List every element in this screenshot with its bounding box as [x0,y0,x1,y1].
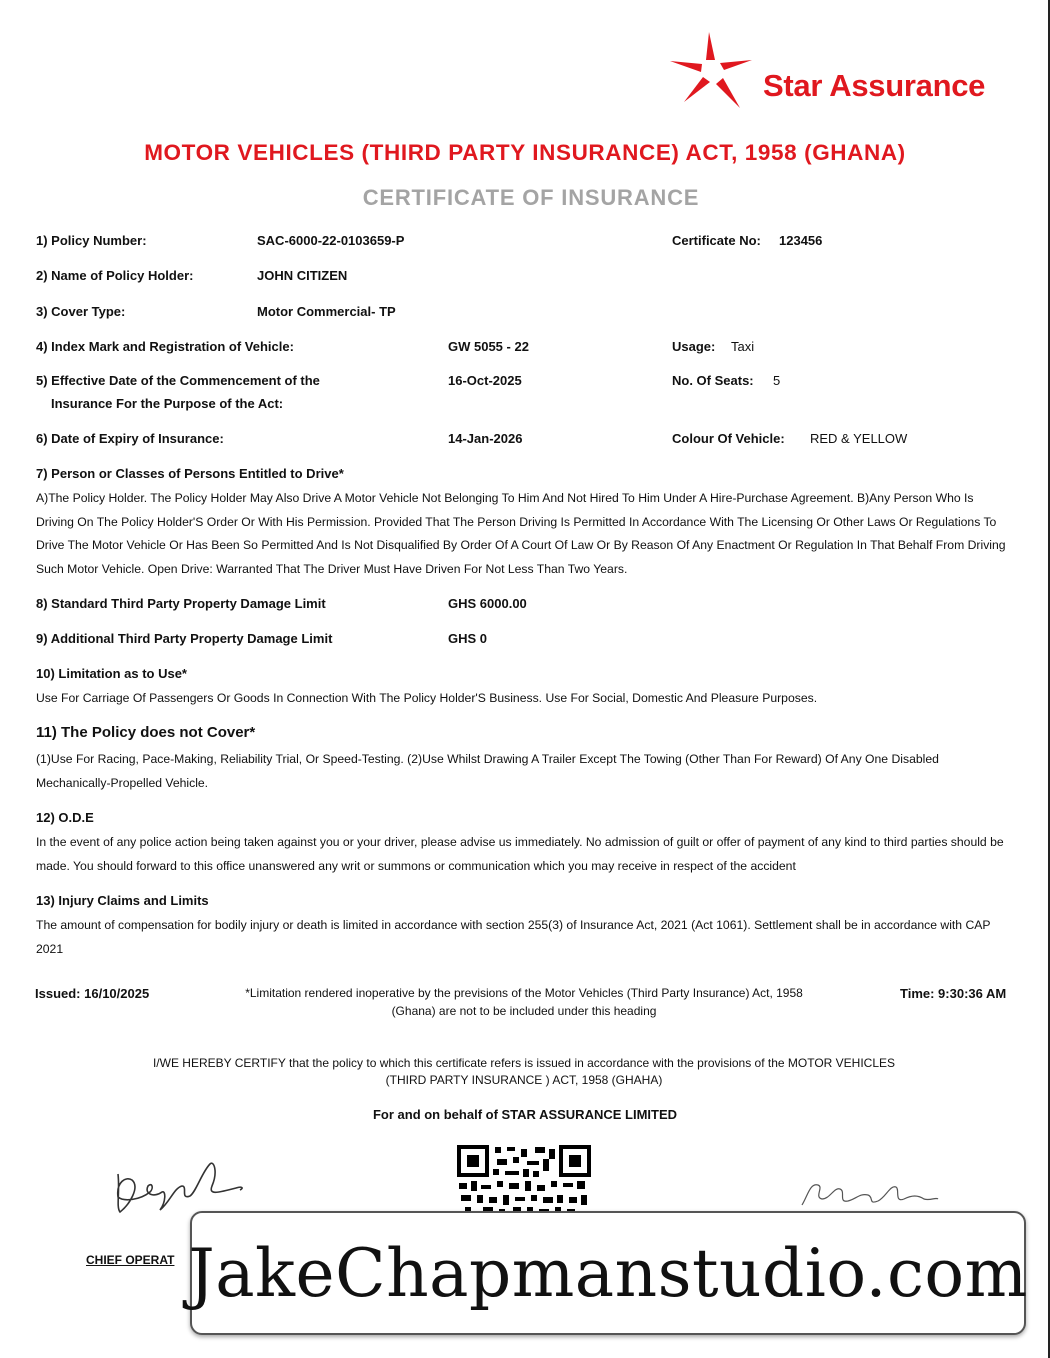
cover-type-value: Motor Commercial- TP [257,304,396,319]
effective-label-line1: 5) Effective Date of the Commencement of the [36,373,320,388]
on-behalf-line: For and on behalf of STAR ASSURANCE LIMITED [372,1107,678,1122]
usage-value: Taxi [731,339,755,354]
registration-label: 4) Index Mark and Registration of Vehicle: [36,339,294,354]
section-9-label: 9) Additional Third Party Property Damage Limit [36,631,333,646]
policy-number-label: 1) Policy Number: [36,233,147,248]
effective-label-line2: Insurance For the Purpose of the Act: [51,396,284,411]
section-12-body: In the event of any police action being taken against you or your driver, please advise us immediately. No admission of guilt or offer of payment of any kind to third parties should be made. You should forward to this office unanswered any writ or summons or communication which you may receive in respect of the accident [36,835,1004,873]
cover-type-label: 3) Cover Type: [36,304,126,319]
certificate-no-label: Certificate No: [672,233,761,248]
section-13-title: 13) Injury Claims and Limits [36,893,209,908]
section-13-body: The amount of compensation for bodily injury or death is limited in accordance with section 255(3) of Insurance Act, 2021 (Act 1061). Settlement shall be in accordance with CAP 2021 [36,918,991,956]
issued-time: Time: 9:30:36 AM [900,986,1007,1001]
act-title: MOTOR VEHICLES (THIRD PARTY INSURANCE) ACT, 1958 (GHANA) [144,140,906,165]
section-8-label: 8) Standard Third Party Property Damage Limit [36,596,326,611]
seats-label: No. Of Seats: [672,373,754,388]
colour-value: RED & YELLOW [810,431,908,446]
certification-statement: I/WE HEREBY CERTIFY that the policy to which this certificate refers is issued in accordance with the provisions of the MOTOR VEHICLES (THIRD PARTY INSURANCE ) ACT, 1958 (GHAHA) [152,1056,896,1087]
section-9-value: GHS 0 [448,631,488,646]
company-logo [668,30,1018,118]
section-10-title: 10) Limitation as to Use* [36,666,187,681]
right-signature [790,1175,950,1215]
registration-value: GW 5055 - 22 [448,339,529,354]
limitation-note: *Limitation rendered inoperative by the previsions of the Motor Vehicles (Third Party Insurance) Act, 1958 (Ghana) are not to be included under this heading [245,986,803,1018]
section-11-body: (1)Use For Racing, Pace-Making, Reliability Trial, Or Speed-Testing. (2)Use Whilst Drawing A Trailer Except The Towing (Other Than For Reward) Of Any One Disabled Mechanically-Propelled Vehicle. [36,752,939,790]
section-11-title: 11) The Policy does not Cover* [36,724,256,741]
star-burst-icon [668,30,758,118]
policy-number-value: SAC-6000-22-0103659-P [257,233,405,248]
issued-date: Issued: 16/10/2025 [35,986,150,1001]
expiry-label: 6) Date of Expiry of Insurance: [36,431,224,446]
chief-officer-title: CHIEF OPERAT [86,1253,175,1267]
holder-value: JOHN CITIZEN [257,268,348,283]
watermark-banner: JakeChapmanstudio.com [190,1211,1026,1335]
certificate-no-value: 123456 [779,233,823,248]
section-12-title: 12) O.D.E [36,810,94,825]
holder-label: 2) Name of Policy Holder: [36,268,194,283]
section-7-body: A)The Policy Holder. The Policy Holder May Also Drive A Motor Vehicle Not Belonging To Him And Not Hired To Him Under A Hire-Purchase Agreement. B)Any Person Who Is Driving On The Policy Holder'S Order Or With His Permission. Provided That The Person Driving Is Permitted In Accordance With The Licensing Or Other Laws Or Regulations To Drive The Motor Vehicle Or Has Been So Permitted And Is Not Disqualified By Order Of A Court Of Law Or By Reason Of Any Enactment Or Regulation In That Behalf From Driving Such Motor Vehicle. Open Drive: Warranted That The Driver Must Have Driven For Not Less Than Two Years. [36,491,1006,576]
effective-date-value: 16-Oct-2025 [448,373,522,388]
qr-code [457,1145,591,1215]
section-7-title: 7) Person or Classes of Persons Entitled to Drive* [36,466,344,481]
expiry-date-value: 14-Jan-2026 [448,431,523,446]
usage-label: Usage: [672,339,716,354]
colour-label: Colour Of Vehicle: [672,431,785,446]
company-name: Star Assurance [763,68,986,103]
document-title: CERTIFICATE OF INSURANCE [362,185,700,210]
section-8-value: GHS 6000.00 [448,596,527,611]
seats-value: 5 [773,373,781,388]
section-10-body: Use For Carriage Of Passengers Or Goods In Connection With The Policy Holder'S Business. Use For Social, Domestic And Pleasure Purposes. [36,691,818,705]
